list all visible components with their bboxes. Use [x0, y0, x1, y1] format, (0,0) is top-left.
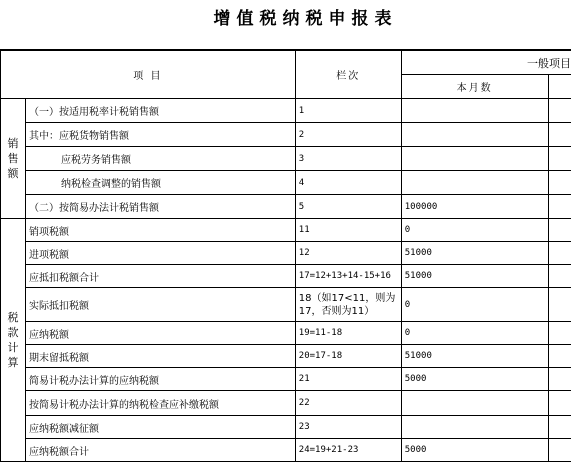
row-label: 其中：应税货物销售额: [25, 123, 295, 147]
row-value-input[interactable]: [401, 391, 548, 416]
row-value-input[interactable]: 0: [401, 288, 548, 322]
row-value-input[interactable]: 0: [401, 219, 548, 242]
row-label: 实际抵扣税额: [25, 288, 295, 322]
row-value-input[interactable]: [401, 416, 548, 439]
header-column-no: 栏次: [295, 51, 401, 99]
row-column-no: 18（如17<11，则为17，否则为11）: [295, 288, 401, 322]
header-this-month: 本月数: [401, 75, 548, 99]
row-value-input[interactable]: [401, 99, 548, 123]
tax-return-table: [0, 50, 571, 462]
row-column-no: 12: [295, 242, 401, 265]
row-label: 纳税检查调整的销售额: [25, 171, 295, 195]
table-row: [1, 368, 571, 391]
row-value-input[interactable]: [401, 147, 548, 171]
row-column-no: 11: [295, 219, 401, 242]
row-column-no: 20=17-18: [295, 345, 401, 368]
table-row: [1, 242, 571, 265]
row-extra-cell: [548, 391, 571, 416]
row-column-no: 21: [295, 368, 401, 391]
header-item: 项 目: [1, 51, 296, 99]
row-label: 销项税额: [25, 219, 295, 242]
row-label: 按简易计税办法计算的纳税检查应补缴税额: [25, 391, 295, 416]
row-extra-cell: [548, 288, 571, 322]
row-column-no: 24=19+21-23: [295, 439, 401, 462]
section-sales-label: 销售额: [1, 99, 26, 219]
row-extra-cell: [548, 242, 571, 265]
row-column-no: 22: [295, 391, 401, 416]
row-extra-cell: [548, 123, 571, 147]
row-label: 应纳税额减征额: [25, 416, 295, 439]
table-row: [1, 416, 571, 439]
row-label: （二）按简易办法计税销售额: [25, 195, 295, 219]
row-extra-cell: [548, 439, 571, 462]
section-tax-label: 税款计算: [1, 219, 26, 462]
row-label: 应纳税额合计: [25, 439, 295, 462]
row-value-input[interactable]: 51000: [401, 242, 548, 265]
row-extra-cell: [548, 99, 571, 123]
row-label: 进项税额: [25, 242, 295, 265]
row-extra-cell: [548, 171, 571, 195]
row-column-no: 23: [295, 416, 401, 439]
row-column-no: 3: [295, 147, 401, 171]
table-row: [1, 171, 571, 195]
row-column-no: 17=12+13+14-15+16: [295, 265, 401, 288]
row-label: 应纳税额: [25, 322, 295, 345]
table-row: [1, 147, 571, 171]
table-row: [1, 219, 571, 242]
table-row: [1, 322, 571, 345]
header-blank-cell: [548, 75, 571, 99]
row-label: 应税劳务销售额: [25, 147, 295, 171]
table-row: [1, 439, 571, 462]
row-value-input[interactable]: 51000: [401, 345, 548, 368]
row-column-no: 1: [295, 99, 401, 123]
row-value-input[interactable]: [401, 171, 548, 195]
row-value-input[interactable]: 5000: [401, 368, 548, 391]
row-extra-cell: [548, 147, 571, 171]
row-value-input[interactable]: 100000: [401, 195, 548, 219]
table-row: [1, 99, 571, 123]
row-extra-cell: [548, 345, 571, 368]
row-column-no: 19=11-18: [295, 322, 401, 345]
row-value-input[interactable]: 51000: [401, 265, 548, 288]
row-column-no: 4: [295, 171, 401, 195]
header-row-1: [1, 51, 571, 75]
table-row: [1, 195, 571, 219]
table-row: [1, 345, 571, 368]
row-extra-cell: [548, 195, 571, 219]
row-extra-cell: [548, 265, 571, 288]
row-extra-cell: [548, 322, 571, 345]
row-label: 应抵扣税额合计: [25, 265, 295, 288]
row-label: （一）按适用税率计税销售额: [25, 99, 295, 123]
header-general-items: 一般项目: [401, 51, 571, 75]
row-label: 简易计税办法计算的应纳税额: [25, 368, 295, 391]
table-row: [1, 123, 571, 147]
table-row: [1, 391, 571, 416]
row-value-input[interactable]: 5000: [401, 439, 548, 462]
row-column-no: 5: [295, 195, 401, 219]
row-extra-cell: [548, 368, 571, 391]
row-value-input[interactable]: 0: [401, 322, 548, 345]
row-label: 期末留抵税额: [25, 345, 295, 368]
form-title: 增值税纳税申报表: [213, 9, 398, 29]
table-row: [1, 265, 571, 288]
table-row: [1, 288, 571, 322]
row-value-input[interactable]: [401, 123, 548, 147]
row-extra-cell: [548, 219, 571, 242]
row-extra-cell: [548, 416, 571, 439]
row-column-no: 2: [295, 123, 401, 147]
